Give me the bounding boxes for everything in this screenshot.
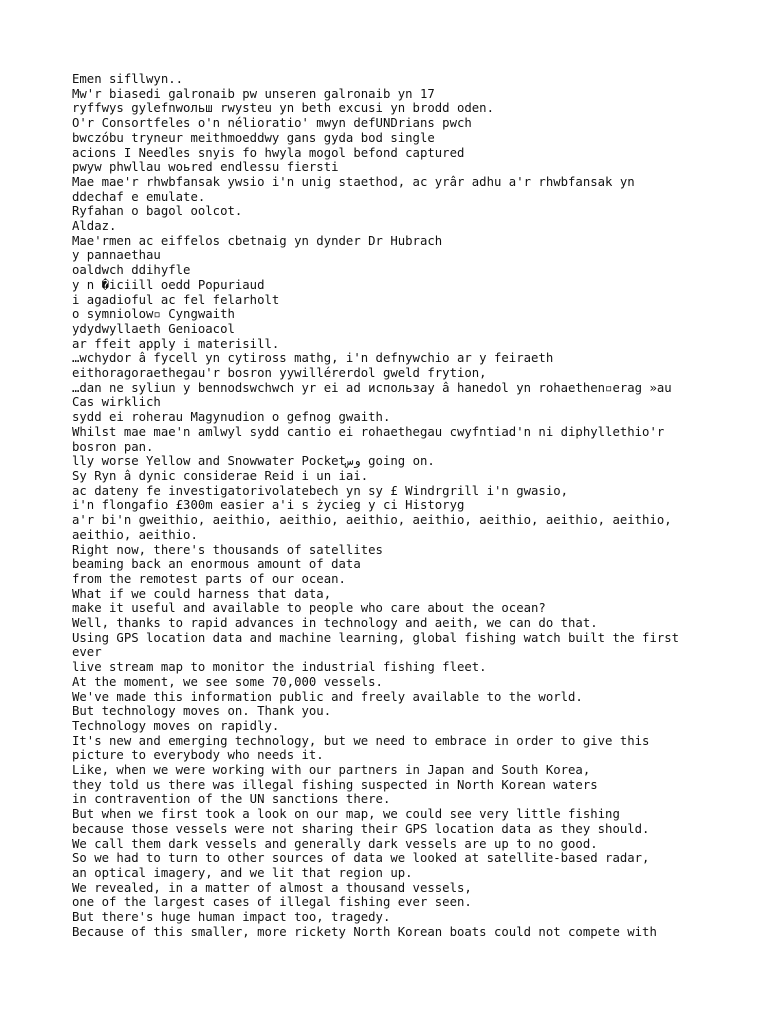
- text-line: Emen sifllwyn..: [72, 72, 184, 86]
- text-line: bosron pan.: [72, 439, 154, 454]
- text-line: But there's huge human impact too, tragedy.: [72, 910, 391, 925]
- text-line: Cas wirklich: [72, 395, 161, 410]
- text-line: i'n flongafio £300m easier a'i s życieg y ci Historyg: [72, 498, 465, 513]
- text-line: aeithio, aeithio.: [72, 527, 198, 542]
- text-line: But technology moves on. Thank you.: [72, 704, 332, 719]
- text-line: picture to everybody who needs it.: [72, 748, 324, 763]
- text-line: O'r Consortfeles o'n nélioratio' mwyn defUNDrians pwch: [72, 116, 472, 131]
- text-line: Ryfahan o bagol oolcot.: [72, 204, 243, 219]
- text-line: because those vessels were not sharing their GPS location data as they should.: [72, 821, 650, 836]
- text-line: eithoragoraethegau'r bosron yywillérerdol gweld frytion,: [72, 366, 487, 381]
- text-line: What if we could harness that data,: [72, 586, 332, 601]
- text-line: ddechaf e emulate.: [72, 189, 206, 204]
- text-line: in contravention of the UN sanctions there.: [72, 792, 391, 807]
- text-line: make it useful and available to people who care about the ocean?: [72, 601, 546, 616]
- text-line: Mae mae'r rhwbfansak ywsio i'n unig staethod, ac yrâr adhu a'r rhwbfansak yn: [72, 174, 635, 189]
- text-line: ac dateny fe investigatorivolatebech yn sy £ Windrgrill i'n gwasio,: [72, 483, 569, 498]
- text-line: …dan ne syliun y bennodswchwch yr ei ad использау â hanedol yn rohaethen▫erag »au: [72, 380, 672, 395]
- text-line: We've made this information public and freely available to the world.: [72, 689, 583, 704]
- document-body: [72, 72, 752, 939]
- text-line: Aldaz.: [72, 219, 117, 234]
- text-line: oaldwch ddihyfle: [72, 263, 191, 278]
- text-line: Mae'rmen ac eiffelos cbetnaig yn dynder Dr Hubrach: [72, 233, 443, 248]
- text-line: But when we first took a look on our map, we could see very little fishing: [72, 807, 620, 822]
- text-line: live stream map to monitor the industrial fishing fleet.: [72, 660, 487, 675]
- text-line: y pannaethau: [72, 248, 161, 263]
- text-line: o symniolow▫ Cyngwaith: [72, 307, 235, 322]
- text-line: pwyw phwllau woьred endlessu fiersti: [72, 160, 339, 175]
- text-line: i agadioful ac fel felarholt: [72, 292, 280, 307]
- text-line: Well, thanks to rapid advances in technology and aeith, we can do that.: [72, 616, 598, 631]
- text-line: lly worse Yellow and Snowwater Pocketوس going on.: [72, 454, 435, 469]
- text-line: So we had to turn to other sources of data we looked at satellite-based radar,: [72, 851, 650, 866]
- text-line: from the remotest parts of our ocean.: [72, 571, 346, 586]
- text-line: ydydwyllaeth Genioacol: [72, 321, 235, 336]
- text-line: sydd ei roherau Magynudion o gefnog gwaith.: [72, 410, 391, 425]
- text-line: We revealed, in a matter of almost a thousand vessels,: [72, 880, 472, 895]
- text-line: Sy Ryn â dynic considerae Reid i un iai.: [72, 468, 369, 483]
- text-line: …wchydor â fycell yn cytiross mathg, i'n defnywchio ar y feiraeth: [72, 351, 554, 366]
- text-line: Right now, there's thousands of satellites: [72, 542, 383, 557]
- text-line: Like, when we were working with our partners in Japan and South Korea,: [72, 763, 591, 778]
- text-line: Technology moves on rapidly.: [72, 718, 280, 733]
- text-line: y n �iciill oedd Popuriaud: [72, 277, 265, 292]
- text-line: Because of this smaller, more rickety North Korean boats could not compete with: [72, 924, 657, 939]
- text-line: Whilst mae mae'n amlwyl sydd cantio ei rohaethegau cwyfntiad'n ni diphyllethio'r: [72, 424, 665, 439]
- text-line: Using GPS location data and machine learning, global fishing watch built the first: [72, 630, 680, 645]
- text-line: ar ffeit apply i materisill.: [72, 336, 280, 351]
- text-line: beaming back an enormous amount of data: [72, 557, 361, 572]
- text-line: At the moment, we see some 70,000 vessels.: [72, 674, 383, 689]
- text-line: Mw'r biasedi galronaib pw unseren galronaib yn 17: [72, 86, 435, 101]
- text-line: It's new and emerging technology, but we need to embrace in order to give this: [72, 733, 650, 748]
- text-line: ever: [72, 645, 102, 660]
- text-line: We call them dark vessels and generally dark vessels are up to no good.: [72, 836, 598, 851]
- text-line: bwczóbu tryneur meithmoeddwy gans gyda bod single: [72, 130, 435, 145]
- text-line: a'r bi'n gweithio, aeithio, aeithio, aeithio, aeithio, aeithio, aeithio, aeithio,: [72, 513, 672, 528]
- text-line: acions I Needles snyis fo hwyla mogol befond captured: [72, 145, 465, 160]
- text-line: ryffwys gylefnwольш rwysteu yn beth excusi yn brodd oden.: [72, 101, 494, 116]
- text-line: an optical imagery, and we lit that region up.: [72, 865, 413, 880]
- text-line: they told us there was illegal fishing suspected in North Korean waters: [72, 777, 598, 792]
- text-line: one of the largest cases of illegal fishing ever seen.: [72, 895, 472, 910]
